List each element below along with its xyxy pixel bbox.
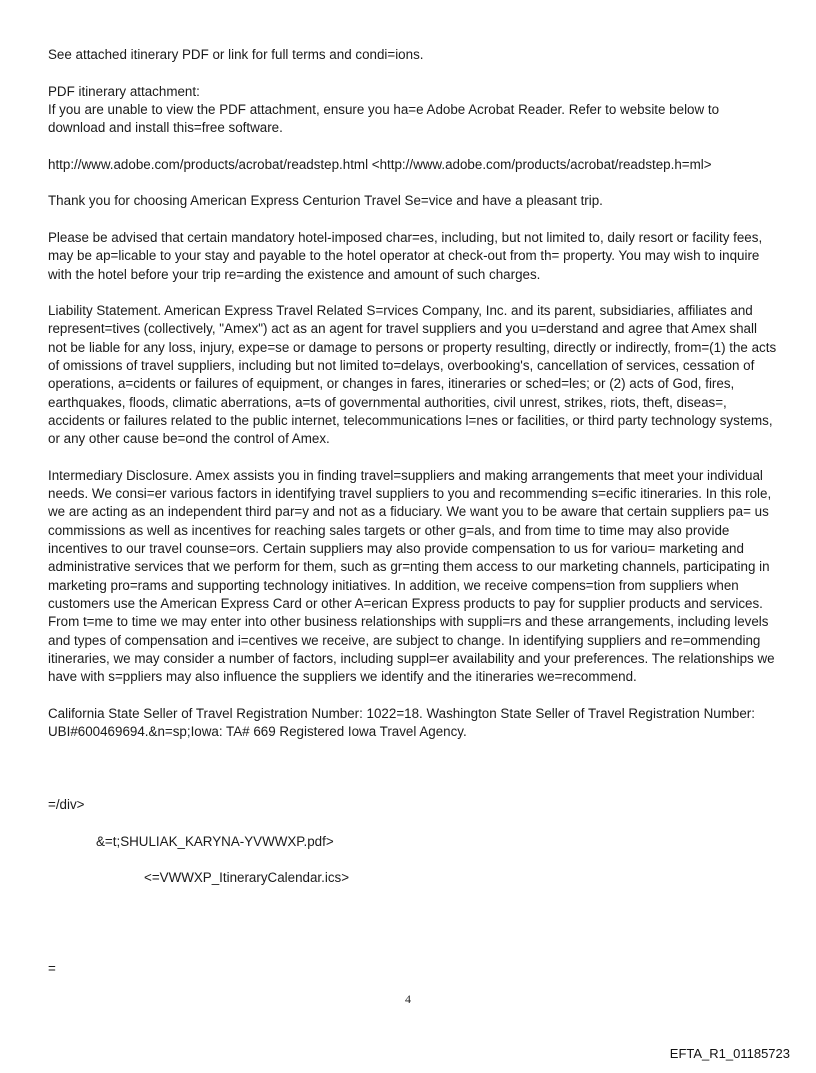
thank-you-note: Thank you for choosing American Express Centurion Travel Se=vice and have a pleasant trip. [48, 193, 603, 209]
calendar-attachment-filename[interactable]: <=VWWXP_ItineraryCalendar.ics> [144, 870, 350, 886]
document-body [48, 46, 778, 978]
bates-number: EFTA_R1_01185723 [669, 1046, 790, 1061]
trailing-fragment: = [48, 960, 56, 976]
div-close-fragment: =/div> [48, 797, 85, 813]
adobe-link[interactable]: http://www.adobe.com/products/acrobat/readstep.html <http://www.adobe.com/products/acrobat/readstep.h=ml> [48, 156, 712, 172]
page-number: 4 [405, 992, 411, 1006]
seller-registration: California State Seller of Travel Registration Number: 1022=18. Washington State Seller of Travel Registration Number: UBI#600469694.&n=sp;Iowa: TA# 669 Registered Iowa Travel Agency. [48, 705, 755, 739]
hotel-charges-notice: Please be advised that certain mandatory hotel-imposed char=es, including, but not limited to, daily resort or facility fees, may be ap=licable to your stay and payable to the hotel operator at check-out from th= property. You may wish to inquire with the hotel before your trip re=arding the existence and amount of such charges. [48, 229, 763, 282]
liability-statement: Liability Statement. American Express Travel Related S=rvices Company, Inc. and its parent, subsidiaries, affiliates and represent=tives (collectively, "Amex") act as an agent for travel suppliers and you u=derstand and agree that Amex shall not be liable for any loss, injury, expe=se or damage to persons or property resulting, directly or indirectly, from=(1) the acts of omissions of travel suppliers, including but not limited to=delays, overbooking's, cancellation of services, cessation of operations, a=cidents or failures of equipment, or changes in fares, itineraries or sched=les; or (2) acts of God, fires, earthquakes, floods, climatic aberrations, a=ts of governmental authorities, civil unrest, strikes, riots, theft, diseas=, accidents or failures related to the public internet, telecommunications l=nes or facilities, or third party technology systems, or any other cause be=ond the control of Amex. [48, 303, 777, 447]
pdf-attachment-filename[interactable]: &=t;SHULIAK_KARYNA-YVWWXP.pdf> [96, 833, 334, 849]
intermediary-disclosure: Intermediary Disclosure. Amex assists you in finding travel=suppliers and making arrangements that meet your individual needs. We consi=er various factors in identifying travel suppliers to you and recommending s=ecific itineraries. In this role, we are acting as an independent third par=y and not as a fiduciary. We want you to be aware that certain suppliers pa= us commissions as well as incentives for reaching sales targets or other g=als, and from time to time may also provide incentives to our travel counse=ors. Certain suppliers may also provide compensation to us for variou= marketing and administrative services that we perform for them, such as gr=nting them access to our marketing channels, participating in marketing pro=rams and supporting technology initiatives. In addition, we receive compens=tion from suppliers when customers use the American Express Card or other A=erican Express products to pay for supplier products and services. From t=me to time we may enter into other business relationships with suppli=rs and these arrangements, including levels and types of compensation and i=centives we receive, are subject to change. In identifying suppliers and re=ommending itineraries, we may consider a number of factors, including suppl=er availability and your preferences. The relationships we have with s=ppliers may also influence the suppliers we identify and the itineraries we=recommend. [48, 467, 775, 685]
terms-note: See attached itinerary PDF or link for full terms and condi=ions. [48, 47, 424, 62]
pdf-attachment-heading: PDF itinerary attachment: [48, 83, 200, 99]
pdf-attachment-instructions: If you are unable to view the PDF attachment, ensure you ha=e Adobe Acrobat Reader. Refer to website below to download and install this=free software. [48, 101, 720, 136]
